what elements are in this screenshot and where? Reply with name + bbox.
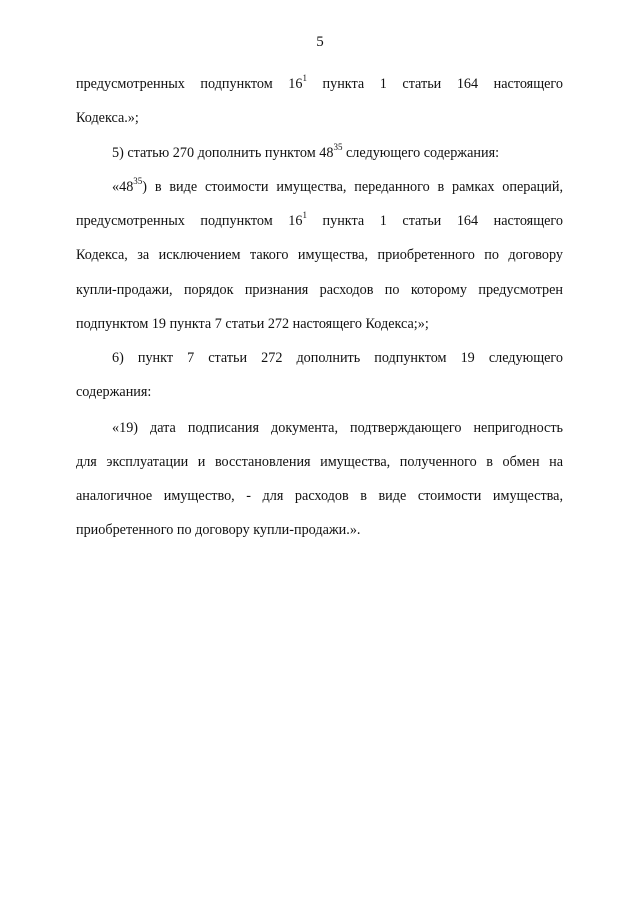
superscript: 35: [333, 142, 343, 153]
text-line-6: Кодекса, за исключением такого имущества, приобретенного по договору: [76, 247, 563, 263]
page-number: 5: [316, 34, 324, 50]
text-line-4: [112, 178, 563, 196]
text-line-5: [76, 212, 563, 230]
superscript: 1: [302, 210, 307, 221]
text-line-4-b: ) в виде стоимости имущества, переданного в рамках операций,: [142, 179, 563, 195]
text-line-5-b: пункта 1 статьи 164 настоящего: [306, 213, 563, 229]
text-line-1-b: пункта 1 статьи 164 настоящего: [306, 76, 563, 92]
text-line-12: для эксплуатации и восстановления имущества, полученного в обмен на: [76, 454, 563, 470]
superscript: 35: [133, 176, 143, 187]
text-line-2: Кодекса.»;: [76, 110, 139, 126]
text-line-10: содержания:: [76, 384, 152, 400]
text-line-1: [76, 75, 563, 93]
text-line-3: [112, 144, 499, 162]
superscript: 1: [302, 73, 307, 84]
text-line-4-a: «48: [112, 179, 134, 195]
text-line-3-b: следующего содержания:: [342, 145, 500, 161]
text-line-11: «19) дата подписания документа, подтверждающего непригодность: [112, 420, 563, 436]
text-line-7: купли-продажи, порядок признания расходов по которому предусмотрен: [76, 282, 563, 298]
text-line-9: 6) пункт 7 статьи 272 дополнить подпунктом 19 следующего: [112, 350, 563, 366]
text-line-14: приобретенного по договору купли-продажи.».: [76, 522, 361, 538]
text-line-8: подпунктом 19 пункта 7 статьи 272 настоящего Кодекса;»;: [76, 316, 429, 332]
text-line-3-a: 5) статью 270 дополнить пунктом 48: [112, 145, 334, 161]
text-line-13: аналогичное имущество, - для расходов в виде стоимости имущества,: [76, 488, 563, 504]
text-line-1-a: предусмотренных подпунктом 16: [76, 76, 303, 92]
text-line-5-a: предусмотренных подпунктом 16: [76, 213, 303, 229]
